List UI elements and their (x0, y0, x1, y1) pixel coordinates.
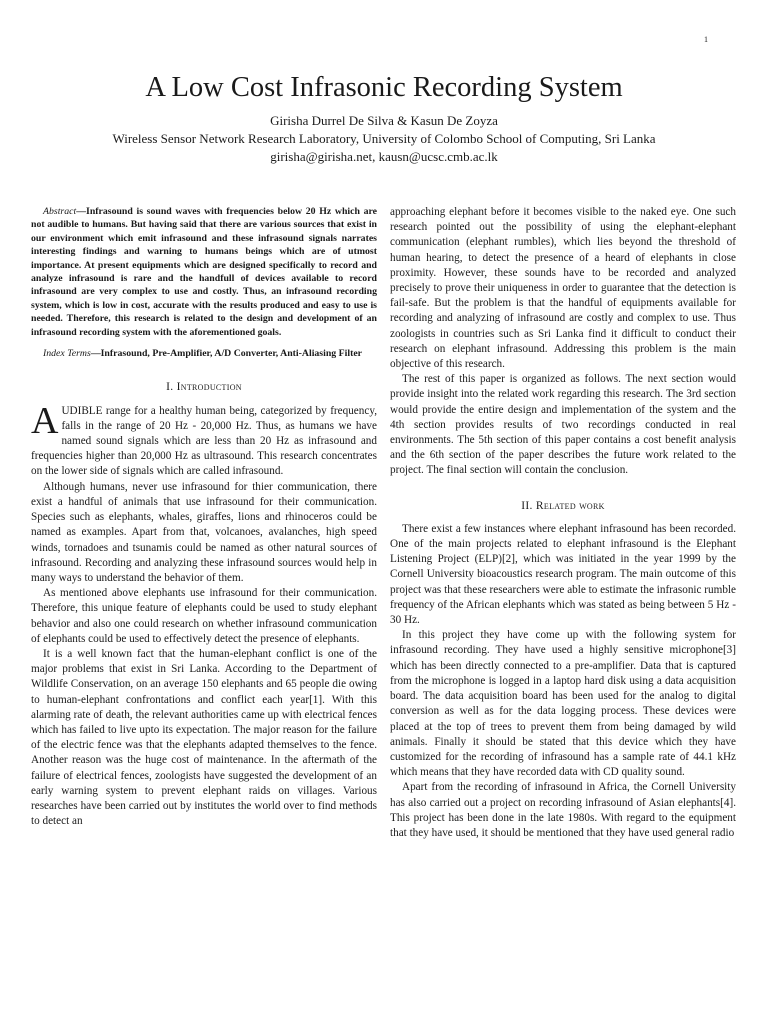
right-column (390, 205, 736, 841)
intro-paragraph-1 (31, 399, 377, 480)
index-terms-label: Index Terms (43, 348, 91, 360)
author-emails: girisha@girisha.net, kausn@ucsc.cmb.ac.lk (270, 149, 498, 164)
related-paragraph-1: There exist a few instances where elephant infrasound has been recorded. One of the main projects related to elephant infrasound is the Elephant Listening Project (ELP)[2], which was initiated in the year 1999 by the Cornell University bioacoustics research program. The main outcome of this project was that these researchers were able to estimate the infrasonic rumble frequency of the African elephants which was stated as being between 5 Hz - 30 Hz. (390, 522, 736, 627)
section-heading-related-work (390, 499, 736, 514)
section-heading-introduction (31, 380, 377, 395)
abstract-text: —Infrasound is sound waves with frequencies below 20 Hz which are not audible to humans. But having said that there are various sources that exist in our environment which emit infrasound and these infrasound signals narrates interesting findings and warning to humans beings which are of utmost importance. At present equipments which are designed specifically to record and analyze infrasound is rare and the handfull of devices available to record infrasound are very complex to use and costly. Thus, an infrasound recording system, which is low in cost, accurate with the results produced and easy to use is needed. Therefore, this research is related to the design and development of an infrasound recording system with the aforementioned goals. (31, 206, 377, 338)
related-paragraph-2: In this project they have come up with the following system for infrasound recording. They have used a highly sensitive microphone[3] which has been directly connected to a pre-amplifier. Data that is captured from the microphone is logged in a laptop hard disk using a data acquisition board. The data acquisition board has been used for the analog to digital conversion as well as for the data logging process. These devices were placed at the top of trees to prevent them from being damaged by wild animals. Finally it should be stated that this device which they have customized for the recording of infrasound has a sample rate of 44.1 kHz which means that they have recorded data with CD quality sound. (390, 629, 736, 779)
abstract (31, 205, 377, 339)
section-title: Related work (535, 499, 605, 512)
page-number: 1 (704, 35, 708, 44)
section-number: I. (166, 381, 174, 394)
intro-paragraph-3: As mentioned above elephants use infrasound for their communication. Therefore, this unique feature of elephants could be used to study elephant behavior and also one could research on whether infrasound communication of elephants could be used to effectively detect the presence of elephants. (31, 587, 377, 645)
paper-title: A Low Cost Infrasonic Recording System (145, 72, 623, 103)
drop-cap: A (31, 399, 59, 442)
section-number: II. (521, 499, 533, 512)
intro-paragraph-1-text: UDIBLE range for a healthy human being, categorized by frequency, falls in the range of 20 Hz - 20,000 Hz. Thus, as humans we have named sound signals which are less than 20 Hz as infrasound and frequencies higher than 20,000 Hz as ultrasound. This research concentrates on the lower side of signals which are called infrasound. (31, 404, 377, 478)
left-column (31, 205, 377, 829)
intro-paragraph-4: It is a well known fact that the human-elephant conflict is one of the major problems that exist in Sri Lanka. According to the Department of Wildlife Conservation, on an average 150 elephants and 65 people die owing to human-elephant confrontations and conflict each year[1]. With this alarming rate of death, the relevant authorities came up with electrical fences which has failed to live upto its expectation. The major reason for the failure of the electric fence was that the elephants adapted themselves to the fence. Another reason was the huge cost of maintenance. In the aftermath of the failure of electrical fences, zoologists have suggested the development of an early warning system to prevent elephant raids on villages. Various researches have been carried out by institutes the world over to find methods to detect an (31, 647, 377, 828)
index-terms-text: —Infrasound, Pre-Amplifier, A/D Converter, Anti-Aliasing Filter (90, 348, 363, 360)
intro-paragraph-2: Although humans, never use infrasound for thier communication, there exist a handful of animals that use infrasound for their communication. Species such as elephants, whales, giraffes, lions and rhinoceros could be named as examples. Apart from that, volcanoes, avalanches, high speed winds, tornadoes and tsunamis could be named as other natural sources of infrasound. Recording and analyzing these infrasound sources would help in many ways to understand the behavior of them. (31, 480, 377, 584)
affiliation: Wireless Sensor Network Research Laboratory, University of Colombo School of Computing, Sri Lanka (112, 131, 656, 146)
intro-paragraph-4-continued: approaching elephant before it becomes visible to the naked eye. One such research pointed out the possibility of using the elephant-elephant communication (elephant rumbles), which lies beyond the threshold of human hearing, to detect the presence of a heard of elephants in close proximity. However, these sounds have to be recorded and analyzed precisely to prove their uniqueness in order to guarantee that the detection is fail-safe. But the problem is that the handful of equipments available for recording and analyzing of infrasound are costly and complex to use. Thus zoologists in countries such as Sri Lanka find it difficult to conduct their research on elephant infrasound. Addressing this problem is the main objective of this research. (390, 206, 736, 371)
related-paragraph-3: Apart from the recording of infrasound in Africa, the Cornell University has also carried out a project on recording infrasound of Asian elephants[4]. This project has been done in the late 1980s. With regard to the equipment that they have used, it should be mentioned that they have used general radio (390, 781, 736, 839)
section-title: Introduction (176, 381, 242, 394)
authors: Girisha Durrel De Silva & Kasun De Zoyza (270, 113, 498, 128)
abstract-label: Abstract (43, 206, 77, 217)
index-terms (31, 347, 377, 360)
intro-paragraph-5: The rest of this paper is organized as follows. The next section would provide insight into the related work regarding this research. The 3rd section would provide the entire design and implementation of the system and the 4th section provides results of two recordings conducted in real environments. The 5th section of this paper contains a cost benefit analysis and the 6th section of the paper describes the future work related to the project. The final section will contain the conclusion. (390, 373, 736, 477)
